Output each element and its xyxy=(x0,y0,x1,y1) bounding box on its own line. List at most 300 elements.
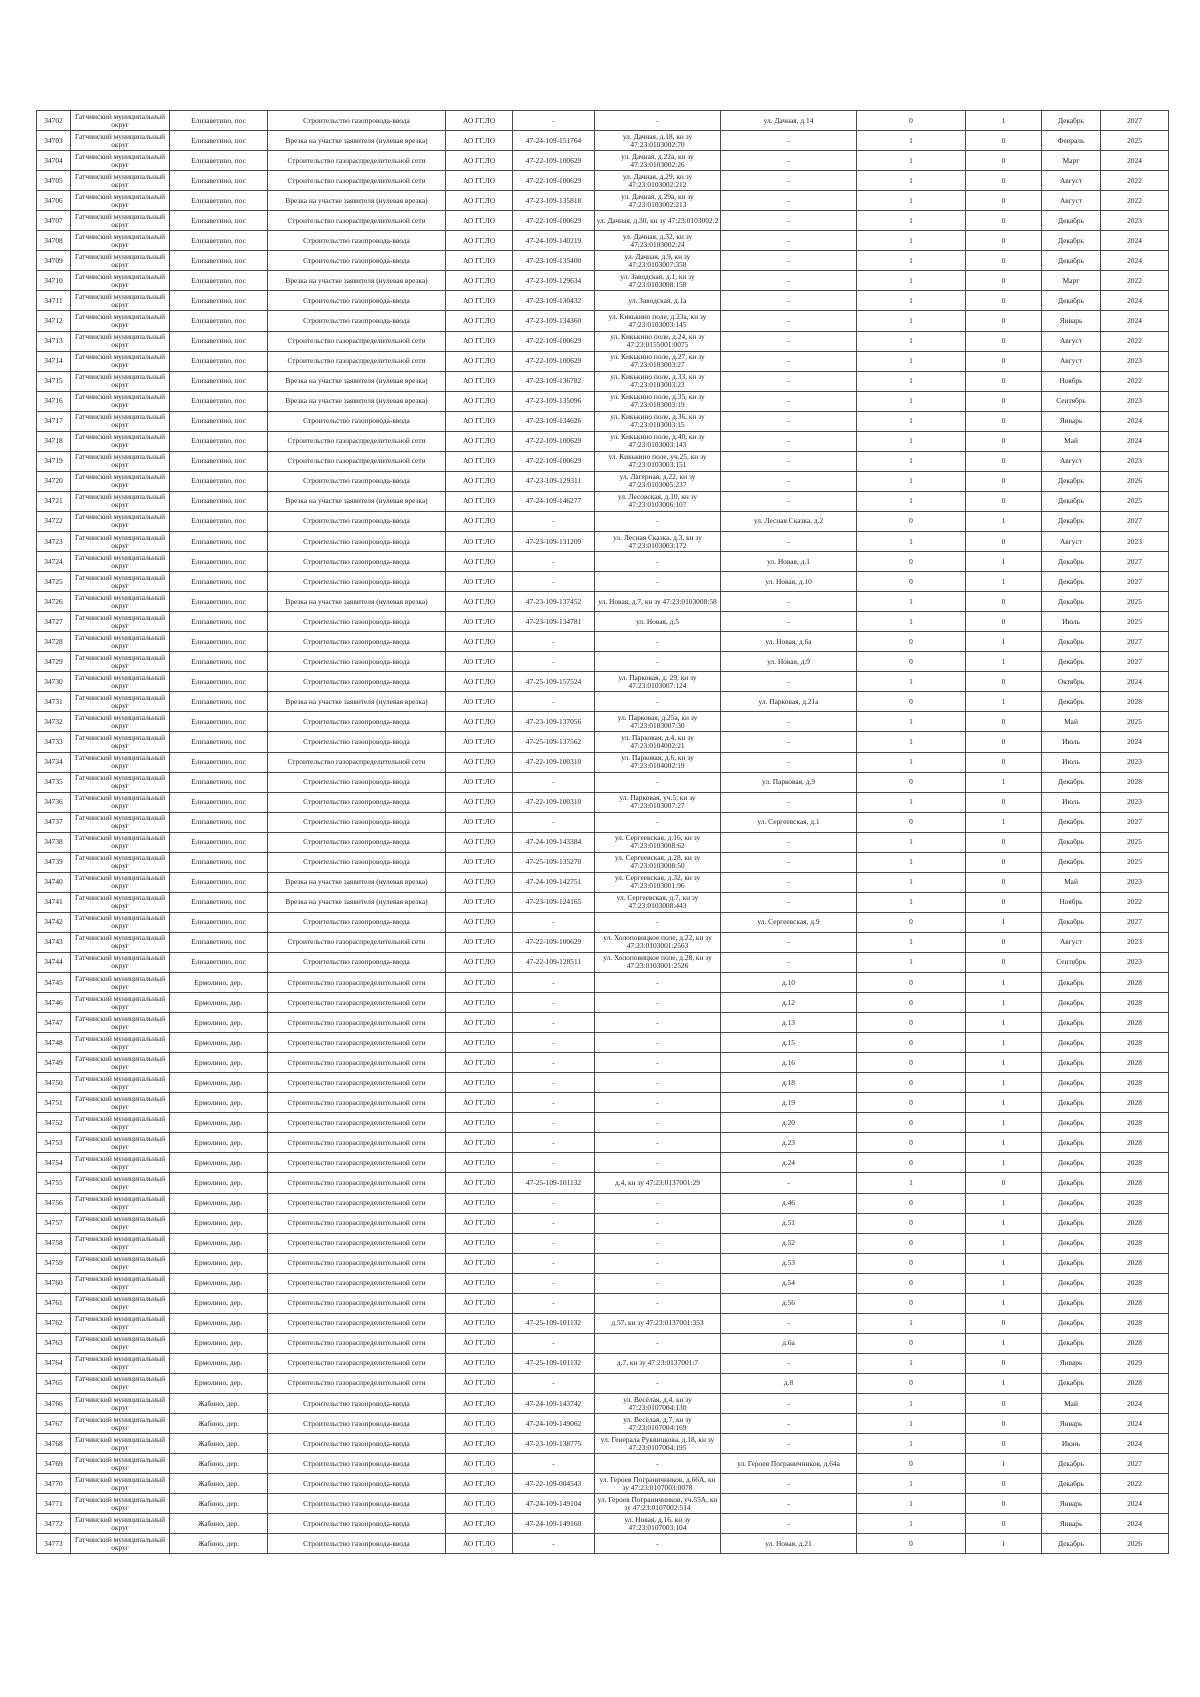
cell-application-number: - xyxy=(513,1193,595,1213)
cell-organization: АО ГГ.ЛО xyxy=(446,952,513,972)
cell-row-number: 34713 xyxy=(37,331,71,351)
cell-count-b: 1 xyxy=(966,1153,1042,1173)
cell-row-number: 34731 xyxy=(37,692,71,712)
cell-organization: АО ГГ.ЛО xyxy=(446,131,513,151)
cell-row-number: 34772 xyxy=(37,1514,71,1534)
table-row xyxy=(37,652,1169,672)
cell-address: - xyxy=(721,351,857,371)
cell-month: Январь xyxy=(1042,311,1101,331)
cell-row-number: 34747 xyxy=(37,1013,71,1033)
cell-application-number: 47-23-109-134626 xyxy=(513,411,595,431)
cell-address: - xyxy=(721,1474,857,1494)
cell-settlement: Елизаветино, пос xyxy=(170,772,268,792)
cell-organization: АО ГГ.ЛО xyxy=(446,291,513,311)
cell-month: Март xyxy=(1042,151,1101,171)
cell-settlement: Ермолино, дер. xyxy=(170,1173,268,1193)
table-row xyxy=(37,1033,1169,1053)
table-row xyxy=(37,1394,1169,1414)
cell-application-number: 47-23-109-129311 xyxy=(513,471,595,491)
cell-address: - xyxy=(721,271,857,291)
cell-municipality: Гатчинский муниципальный округ xyxy=(71,1293,170,1313)
cell-row-number: 34735 xyxy=(37,772,71,792)
cell-address: д.54 xyxy=(721,1273,857,1293)
cell-cadastral-address: ул. Новая, д.16, кн зу 47:23:0107003:104 xyxy=(595,1514,721,1534)
cell-organization: АО ГГ.ЛО xyxy=(446,592,513,612)
cell-cadastral-address: ул. Парковая, д. 29, кн зу 47:23:0103007:124 xyxy=(595,672,721,692)
cell-address: - xyxy=(721,872,857,892)
cell-work-type: Строительство газораспределительной сети xyxy=(268,451,446,471)
cell-count-b: 1 xyxy=(966,1013,1042,1033)
cell-month: Январь xyxy=(1042,1494,1101,1514)
cell-work-type: Строительство газопровода-ввода xyxy=(268,792,446,812)
cell-year: 2023 xyxy=(1101,451,1169,471)
cell-count-a: 0 xyxy=(857,1273,966,1293)
cell-settlement: Ермолино, дер. xyxy=(170,1093,268,1113)
cell-application-number: 47-23-109-135400 xyxy=(513,251,595,271)
cell-municipality: Гатчинский муниципальный округ xyxy=(71,211,170,231)
cell-organization: АО ГГ.ЛО xyxy=(446,1534,513,1554)
cell-row-number: 34759 xyxy=(37,1253,71,1273)
cell-settlement: Ермолино, дер. xyxy=(170,1353,268,1373)
table-row xyxy=(37,732,1169,752)
cell-work-type: Строительство газопровода-ввода xyxy=(268,231,446,251)
cell-settlement: Елизаветино, пос xyxy=(170,672,268,692)
cell-count-b: 0 xyxy=(966,391,1042,411)
cell-application-number: 47-22-109-004543 xyxy=(513,1474,595,1494)
cell-municipality: Гатчинский муниципальный округ xyxy=(71,331,170,351)
cell-organization: АО ГГ.ЛО xyxy=(446,852,513,872)
cell-cadastral-address: ул. Лесная Сказка, д.3, кн зу 47:23:0103003:172 xyxy=(595,531,721,551)
cell-row-number: 34739 xyxy=(37,852,71,872)
cell-work-type: Врезка на участке заявителя (нулевая врезка) xyxy=(268,692,446,712)
cell-year: 2028 xyxy=(1101,772,1169,792)
cell-organization: АО ГГ.ЛО xyxy=(446,211,513,231)
cell-work-type: Строительство газопровода-ввода xyxy=(268,852,446,872)
cell-municipality: Гатчинский муниципальный округ xyxy=(71,732,170,752)
table-row xyxy=(37,612,1169,632)
cell-count-a: 1 xyxy=(857,1474,966,1494)
cell-year: 2023 xyxy=(1101,531,1169,551)
cell-work-type: Строительство газопровода-ввода xyxy=(268,612,446,632)
cell-year: 2027 xyxy=(1101,652,1169,672)
cell-count-a: 0 xyxy=(857,973,966,993)
table-row xyxy=(37,431,1169,451)
cell-address: - xyxy=(721,171,857,191)
cell-row-number: 34733 xyxy=(37,732,71,752)
cell-organization: АО ГГ.ЛО xyxy=(446,672,513,692)
cell-year: 2028 xyxy=(1101,1153,1169,1173)
cell-count-a: 1 xyxy=(857,471,966,491)
cell-cadastral-address: - xyxy=(595,973,721,993)
cell-settlement: Жабино, дер. xyxy=(170,1514,268,1534)
table-row xyxy=(37,1333,1169,1353)
cell-settlement: Ермолино, дер. xyxy=(170,1193,268,1213)
cell-application-number: - xyxy=(513,1273,595,1293)
cell-organization: АО ГГ.ЛО xyxy=(446,692,513,712)
cell-count-b: 0 xyxy=(966,952,1042,972)
cell-municipality: Гатчинский муниципальный округ xyxy=(71,1153,170,1173)
cell-month: Декабрь xyxy=(1042,1013,1101,1033)
cell-organization: АО ГГ.ЛО xyxy=(446,772,513,792)
cell-count-a: 1 xyxy=(857,291,966,311)
table-row xyxy=(37,1313,1169,1333)
cell-address: д.10 xyxy=(721,973,857,993)
cell-month: Декабрь xyxy=(1042,1093,1101,1113)
cell-count-a: 1 xyxy=(857,1353,966,1373)
cell-month: Август xyxy=(1042,331,1101,351)
cell-organization: АО ГГ.ЛО xyxy=(446,1474,513,1494)
cell-row-number: 34734 xyxy=(37,752,71,772)
cell-municipality: Гатчинский муниципальный округ xyxy=(71,531,170,551)
cell-cadastral-address: ул. Лесовская, д.10, кн зу 47:23:0103006:107 xyxy=(595,491,721,511)
cell-count-a: 1 xyxy=(857,491,966,511)
cell-count-a: 0 xyxy=(857,1373,966,1393)
cell-year: 2028 xyxy=(1101,1133,1169,1153)
cell-settlement: Елизаветино, пос xyxy=(170,652,268,672)
cell-work-type: Строительство газопровода-ввода xyxy=(268,511,446,531)
cell-settlement: Елизаветино, пос xyxy=(170,852,268,872)
cell-row-number: 34710 xyxy=(37,271,71,291)
cell-settlement: Ермолино, дер. xyxy=(170,1233,268,1253)
cell-year: 2027 xyxy=(1101,111,1169,131)
cell-municipality: Гатчинский муниципальный округ xyxy=(71,1333,170,1353)
cell-organization: АО ГГ.ЛО xyxy=(446,1173,513,1193)
cell-month: Февраль xyxy=(1042,131,1101,151)
cell-row-number: 34746 xyxy=(37,993,71,1013)
cell-count-b: 0 xyxy=(966,892,1042,912)
cell-cadastral-address: ул. Парковая, д.4, кн зу 47:23:0104002:21 xyxy=(595,732,721,752)
cell-work-type: Строительство газораспределительной сети xyxy=(268,151,446,171)
table-row xyxy=(37,1494,1169,1514)
cell-cadastral-address: д.7, кн зу 47:23:0137001:7 xyxy=(595,1353,721,1373)
cell-cadastral-address: ул. Холоповицкое поле, д.22, кн зу 47:23:0103001:2563 xyxy=(595,932,721,952)
cell-address: - xyxy=(721,391,857,411)
cell-count-a: 0 xyxy=(857,1213,966,1233)
cell-municipality: Гатчинский муниципальный округ xyxy=(71,111,170,131)
cell-address: д.8 xyxy=(721,1373,857,1393)
cell-count-b: 1 xyxy=(966,1093,1042,1113)
cell-year: 2028 xyxy=(1101,1273,1169,1293)
cell-application-number: - xyxy=(513,912,595,932)
cell-settlement: Елизаветино, пос xyxy=(170,291,268,311)
cell-row-number: 34770 xyxy=(37,1474,71,1494)
cell-municipality: Гатчинский муниципальный округ xyxy=(71,1454,170,1474)
cell-count-b: 0 xyxy=(966,251,1042,271)
cell-municipality: Гатчинский муниципальный округ xyxy=(71,1173,170,1193)
cell-month: Декабрь xyxy=(1042,692,1101,712)
cell-row-number: 34755 xyxy=(37,1173,71,1193)
cell-month: Июль xyxy=(1042,752,1101,772)
cell-application-number: - xyxy=(513,1293,595,1313)
cell-application-number: 47-23-109-137452 xyxy=(513,592,595,612)
cell-settlement: Елизаветино, пос xyxy=(170,391,268,411)
cell-organization: АО ГГ.ЛО xyxy=(446,231,513,251)
cell-application-number: 47-23-109-130432 xyxy=(513,291,595,311)
cell-count-a: 1 xyxy=(857,752,966,772)
cell-row-number: 34743 xyxy=(37,932,71,952)
cell-count-b: 0 xyxy=(966,832,1042,852)
cell-address: ул. Сергеевская, д.1 xyxy=(721,812,857,832)
cell-count-b: 1 xyxy=(966,812,1042,832)
cell-cadastral-address: - xyxy=(595,1293,721,1313)
table-row xyxy=(37,712,1169,732)
cell-application-number: 47-23-109-134781 xyxy=(513,612,595,632)
cell-cadastral-address: ул. Лагерная, д.22, кн зу 47:23:0103005:237 xyxy=(595,471,721,491)
table-body xyxy=(37,111,1169,1554)
cell-work-type: Строительство газораспределительной сети xyxy=(268,752,446,772)
cell-year: 2023 xyxy=(1101,932,1169,952)
cell-application-number: - xyxy=(513,973,595,993)
cell-month: Январь xyxy=(1042,1514,1101,1534)
cell-work-type: Строительство газораспределительной сети xyxy=(268,331,446,351)
cell-organization: АО ГГ.ЛО xyxy=(446,1293,513,1313)
cell-month: Декабрь xyxy=(1042,1213,1101,1233)
cell-count-a: 1 xyxy=(857,311,966,331)
cell-work-type: Строительство газопровода-ввода xyxy=(268,572,446,592)
cell-organization: АО ГГ.ЛО xyxy=(446,411,513,431)
cell-work-type: Строительство газопровода-ввода xyxy=(268,1494,446,1514)
cell-settlement: Елизаветино, пос xyxy=(170,812,268,832)
table-row xyxy=(37,1534,1169,1554)
cell-work-type: Строительство газораспределительной сети xyxy=(268,1213,446,1233)
cell-address: - xyxy=(721,471,857,491)
cell-organization: АО ГГ.ЛО xyxy=(446,1313,513,1333)
cell-work-type: Строительство газораспределительной сети xyxy=(268,1113,446,1133)
cell-address: - xyxy=(721,531,857,551)
cell-application-number: 47-25-109-157524 xyxy=(513,672,595,692)
cell-address: ул. Героев Пограничников, д.64а xyxy=(721,1454,857,1474)
cell-address: - xyxy=(721,612,857,632)
table-row xyxy=(37,572,1169,592)
cell-address: - xyxy=(721,151,857,171)
cell-application-number: 47-23-109-135096 xyxy=(513,391,595,411)
cell-cadastral-address: ул. Сергеевская, д.16, кн зу 47:23:0103008:62 xyxy=(595,832,721,852)
cell-month: Декабрь xyxy=(1042,832,1101,852)
cell-year: 2026 xyxy=(1101,1534,1169,1554)
cell-count-b: 0 xyxy=(966,1353,1042,1373)
cell-count-a: 1 xyxy=(857,1514,966,1534)
cell-count-b: 0 xyxy=(966,1434,1042,1454)
cell-row-number: 34725 xyxy=(37,572,71,592)
cell-organization: АО ГГ.ЛО xyxy=(446,351,513,371)
table-row xyxy=(37,912,1169,932)
cell-address: д.20 xyxy=(721,1113,857,1133)
cell-application-number: - xyxy=(513,632,595,652)
cell-work-type: Строительство газопровода-ввода xyxy=(268,1414,446,1434)
cell-count-a: 1 xyxy=(857,1173,966,1193)
cell-row-number: 34754 xyxy=(37,1153,71,1173)
cell-month: Август xyxy=(1042,191,1101,211)
cell-year: 2028 xyxy=(1101,973,1169,993)
cell-year: 2024 xyxy=(1101,431,1169,451)
cell-address: - xyxy=(721,231,857,251)
cell-settlement: Ермолино, дер. xyxy=(170,1153,268,1173)
cell-application-number: - xyxy=(513,1213,595,1233)
cell-municipality: Гатчинский муниципальный округ xyxy=(71,1514,170,1534)
cell-organization: АО ГГ.ЛО xyxy=(446,171,513,191)
cell-cadastral-address: д.4, кн зу 47:23:0137001:29 xyxy=(595,1173,721,1193)
cell-count-a: 0 xyxy=(857,1333,966,1353)
table-row xyxy=(37,391,1169,411)
cell-row-number: 34709 xyxy=(37,251,71,271)
cell-application-number: 47-24-109-149160 xyxy=(513,1514,595,1534)
cell-cadastral-address: ул. Парковая, уч.5, кн зу 47:23:0103007:27 xyxy=(595,792,721,812)
cell-cadastral-address: ул. Заводская, д.1а xyxy=(595,291,721,311)
cell-row-number: 34768 xyxy=(37,1434,71,1454)
cell-cadastral-address: ул. Дачная, д.29, кн зу 47:23:0103002:212 xyxy=(595,171,721,191)
cell-month: Декабрь xyxy=(1042,1273,1101,1293)
cell-count-a: 1 xyxy=(857,411,966,431)
cell-work-type: Строительство газопровода-ввода xyxy=(268,832,446,852)
cell-address: д.53 xyxy=(721,1253,857,1273)
cell-application-number: 47-24-109-151764 xyxy=(513,131,595,151)
cell-address: - xyxy=(721,1414,857,1434)
cell-application-number: - xyxy=(513,1033,595,1053)
cell-application-number: - xyxy=(513,1253,595,1273)
cell-organization: АО ГГ.ЛО xyxy=(446,491,513,511)
cell-address: - xyxy=(721,592,857,612)
cell-month: Декабрь xyxy=(1042,471,1101,491)
cell-organization: АО ГГ.ЛО xyxy=(446,151,513,171)
cell-cadastral-address: - xyxy=(595,1253,721,1273)
cell-address: - xyxy=(721,892,857,912)
cell-month: Декабрь xyxy=(1042,1313,1101,1333)
cell-municipality: Гатчинский муниципальный округ xyxy=(71,1233,170,1253)
cell-work-type: Строительство газопровода-ввода xyxy=(268,732,446,752)
cell-year: 2027 xyxy=(1101,1454,1169,1474)
table-row xyxy=(37,672,1169,692)
cell-month: Декабрь xyxy=(1042,1033,1101,1053)
cell-year: 2028 xyxy=(1101,1193,1169,1213)
cell-count-a: 0 xyxy=(857,1534,966,1554)
cell-count-b: 0 xyxy=(966,311,1042,331)
cell-work-type: Строительство газораспределительной сети xyxy=(268,1353,446,1373)
cell-cadastral-address: ул. Холоповицкое поле, д.28, кн зу 47:23:0103001:2526 xyxy=(595,952,721,972)
cell-work-type: Строительство газопровода-ввода xyxy=(268,1474,446,1494)
cell-address: д.15 xyxy=(721,1033,857,1053)
cell-month: Декабрь xyxy=(1042,1373,1101,1393)
table-row xyxy=(37,1454,1169,1474)
cell-month: Декабрь xyxy=(1042,1153,1101,1173)
cell-row-number: 34763 xyxy=(37,1333,71,1353)
cell-year: 2028 xyxy=(1101,1333,1169,1353)
table-row xyxy=(37,111,1169,131)
cell-municipality: Гатчинский муниципальный округ xyxy=(71,151,170,171)
cell-address: - xyxy=(721,1394,857,1414)
cell-count-b: 0 xyxy=(966,1514,1042,1534)
cell-application-number: - xyxy=(513,993,595,1013)
cell-cadastral-address: - xyxy=(595,1373,721,1393)
cell-settlement: Ермолино, дер. xyxy=(170,973,268,993)
table-row xyxy=(37,191,1169,211)
cell-address: - xyxy=(721,752,857,772)
cell-count-a: 1 xyxy=(857,932,966,952)
cell-municipality: Гатчинский муниципальный округ xyxy=(71,812,170,832)
table-row xyxy=(37,171,1169,191)
cell-work-type: Строительство газопровода-ввода xyxy=(268,111,446,131)
cell-address: ул. Новая, д.1 xyxy=(721,552,857,572)
cell-row-number: 34724 xyxy=(37,552,71,572)
cell-address: - xyxy=(721,191,857,211)
cell-row-number: 34711 xyxy=(37,291,71,311)
cell-count-a: 1 xyxy=(857,612,966,632)
cell-settlement: Ермолино, дер. xyxy=(170,1293,268,1313)
cell-month: Декабрь xyxy=(1042,632,1101,652)
cell-work-type: Врезка на участке заявителя (нулевая врезка) xyxy=(268,491,446,511)
cell-application-number: - xyxy=(513,1093,595,1113)
cell-municipality: Гатчинский муниципальный округ xyxy=(71,1273,170,1293)
cell-work-type: Строительство газораспределительной сети xyxy=(268,1313,446,1333)
cell-count-b: 0 xyxy=(966,752,1042,772)
cell-cadastral-address: - xyxy=(595,692,721,712)
cell-organization: АО ГГ.ЛО xyxy=(446,993,513,1013)
cell-organization: АО ГГ.ЛО xyxy=(446,271,513,291)
cell-organization: АО ГГ.ЛО xyxy=(446,1153,513,1173)
cell-application-number: - xyxy=(513,1373,595,1393)
cell-month: Декабрь xyxy=(1042,852,1101,872)
cell-municipality: Гатчинский муниципальный округ xyxy=(71,451,170,471)
cell-count-b: 1 xyxy=(966,1213,1042,1233)
cell-count-b: 1 xyxy=(966,552,1042,572)
cell-application-number: 47-22-109-100629 xyxy=(513,151,595,171)
cell-year: 2023 xyxy=(1101,792,1169,812)
cell-address: - xyxy=(721,672,857,692)
cell-count-b: 0 xyxy=(966,191,1042,211)
cell-month: Август xyxy=(1042,451,1101,471)
cell-organization: АО ГГ.ЛО xyxy=(446,1333,513,1353)
cell-settlement: Елизаветино, пос xyxy=(170,912,268,932)
cell-year: 2025 xyxy=(1101,832,1169,852)
cell-count-b: 0 xyxy=(966,171,1042,191)
table-row xyxy=(37,1514,1169,1534)
cell-organization: АО ГГ.ЛО xyxy=(446,391,513,411)
cell-count-a: 1 xyxy=(857,371,966,391)
cell-month: Декабрь xyxy=(1042,1113,1101,1133)
cell-application-number: - xyxy=(513,1454,595,1474)
cell-count-a: 1 xyxy=(857,1414,966,1434)
cell-year: 2027 xyxy=(1101,552,1169,572)
cell-year: 2024 xyxy=(1101,732,1169,752)
cell-organization: АО ГГ.ЛО xyxy=(446,1454,513,1474)
cell-settlement: Елизаветино, пос xyxy=(170,111,268,131)
cell-municipality: Гатчинский муниципальный округ xyxy=(71,552,170,572)
cell-cadastral-address: - xyxy=(595,1093,721,1113)
cell-cadastral-address: - xyxy=(595,1213,721,1233)
cell-application-number: 47-25-109-101132 xyxy=(513,1353,595,1373)
cell-count-b: 0 xyxy=(966,371,1042,391)
cell-month: Декабрь xyxy=(1042,973,1101,993)
cell-cadastral-address: ул. Генерала Руквицкова, д.18, кн зу 47:23:0107004:195 xyxy=(595,1434,721,1454)
cell-count-b: 1 xyxy=(966,1293,1042,1313)
cell-count-a: 1 xyxy=(857,231,966,251)
cell-application-number: 47-23-109-136782 xyxy=(513,371,595,391)
table-row xyxy=(37,1434,1169,1454)
cell-count-a: 1 xyxy=(857,151,966,171)
table-row xyxy=(37,1213,1169,1233)
table-row xyxy=(37,632,1169,652)
cell-cadastral-address: - xyxy=(595,632,721,652)
cell-settlement: Елизаветино, пос xyxy=(170,411,268,431)
table-row xyxy=(37,892,1169,912)
cell-settlement: Елизаветино, пос xyxy=(170,752,268,772)
cell-organization: АО ГГ.ЛО xyxy=(446,451,513,471)
cell-address: - xyxy=(721,291,857,311)
cell-organization: АО ГГ.ЛО xyxy=(446,1434,513,1454)
table-row xyxy=(37,832,1169,852)
cell-cadastral-address: ул. Весёлая, д.4, кн зу 47:23:0107004:130 xyxy=(595,1394,721,1414)
cell-month: Май xyxy=(1042,1394,1101,1414)
cell-settlement: Елизаветино, пос xyxy=(170,592,268,612)
